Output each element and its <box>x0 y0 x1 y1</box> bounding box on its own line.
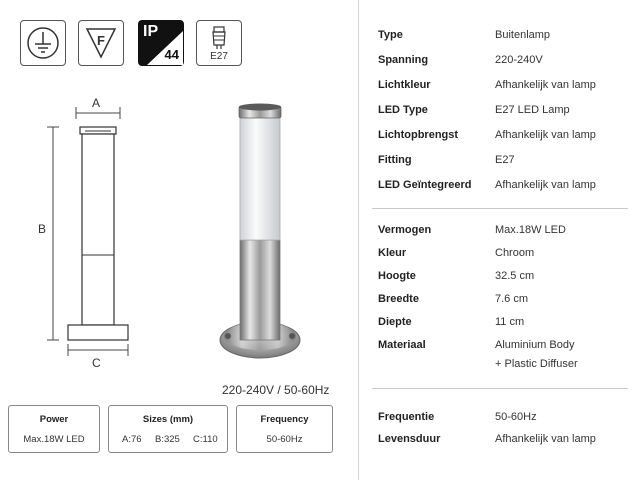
spec-value: Max.18W LED <box>495 224 566 236</box>
e27-bulb-icon <box>196 20 242 66</box>
ip-number: 44 <box>164 47 179 62</box>
spec-value: Chroom <box>495 247 535 259</box>
e27-label: E27 <box>210 51 228 62</box>
f-mark-icon <box>78 20 124 66</box>
spec-label: Materiaal <box>378 339 426 351</box>
spec-label: Fitting <box>378 154 412 166</box>
spec-label: Levensduur <box>378 433 441 445</box>
sizes-spec-box <box>108 405 228 453</box>
voltage-caption: 220-240V / 50-60Hz <box>222 383 330 397</box>
spec-label: Vermogen <box>378 224 432 236</box>
spec-value: Afhankelijk van lamp <box>495 129 596 141</box>
spec-value: 220-240V <box>495 54 543 66</box>
spec-label: LED Geïntegreerd <box>378 179 472 191</box>
spec-value: 11 cm <box>495 316 525 328</box>
spec-divider-1 <box>372 208 628 209</box>
spec-value: Afhankelijk van lamp <box>495 433 596 445</box>
svg-text:F: F <box>97 33 105 48</box>
spec-value: 32.5 cm <box>495 270 535 282</box>
spec-value: + Plastic Diffuser <box>495 358 578 370</box>
size-c: C:110 <box>193 434 218 445</box>
size-b: B:325 <box>155 434 180 445</box>
size-a: A:76 <box>122 434 142 445</box>
spec-value: E27 <box>495 154 515 166</box>
power-spec-box <box>8 405 100 453</box>
lamp-product-image <box>210 100 310 370</box>
spec-value: E27 LED Lamp <box>495 104 570 116</box>
spec-label: Type <box>378 29 403 41</box>
spec-label: Diepte <box>378 316 412 328</box>
spec-label: Breedte <box>378 293 419 305</box>
spec-label: Hoogte <box>378 270 416 282</box>
frequency-title: Frequency <box>260 414 309 425</box>
spec-label: LED Type <box>378 104 428 116</box>
spec-value: 7.6 cm <box>495 293 529 305</box>
spec-divider-2 <box>372 388 628 389</box>
spec-value: Afhankelijk van lamp <box>495 179 596 191</box>
spec-label: Spanning <box>378 54 429 66</box>
spec-value: Buitenlamp <box>495 29 551 41</box>
spec-label: Lichtopbrengst <box>378 129 459 141</box>
spec-label: Lichtkleur <box>378 79 431 91</box>
dimension-label-b: B <box>38 222 47 236</box>
dimension-label-a: A <box>92 96 101 110</box>
ip44-icon <box>138 20 184 66</box>
spec-value: Aluminium Body <box>495 339 575 351</box>
dimension-drawing <box>40 95 150 375</box>
sizes-title: Sizes (mm) <box>142 414 194 425</box>
spec-value: Afhankelijk van lamp <box>495 79 596 91</box>
column-divider <box>358 0 359 480</box>
power-title: Power <box>39 414 69 425</box>
ip-label: IP <box>143 23 159 40</box>
power-value: Max.18W LED <box>23 434 85 445</box>
spec-label: Kleur <box>378 247 407 259</box>
frequency-value: 50-60Hz <box>266 434 303 445</box>
spec-value: 50-60Hz <box>495 411 537 423</box>
spec-label: Frequentie <box>378 411 435 423</box>
frequency-spec-box <box>236 405 333 453</box>
ground-symbol-icon <box>20 20 66 66</box>
dimension-label-c: C <box>92 356 101 370</box>
